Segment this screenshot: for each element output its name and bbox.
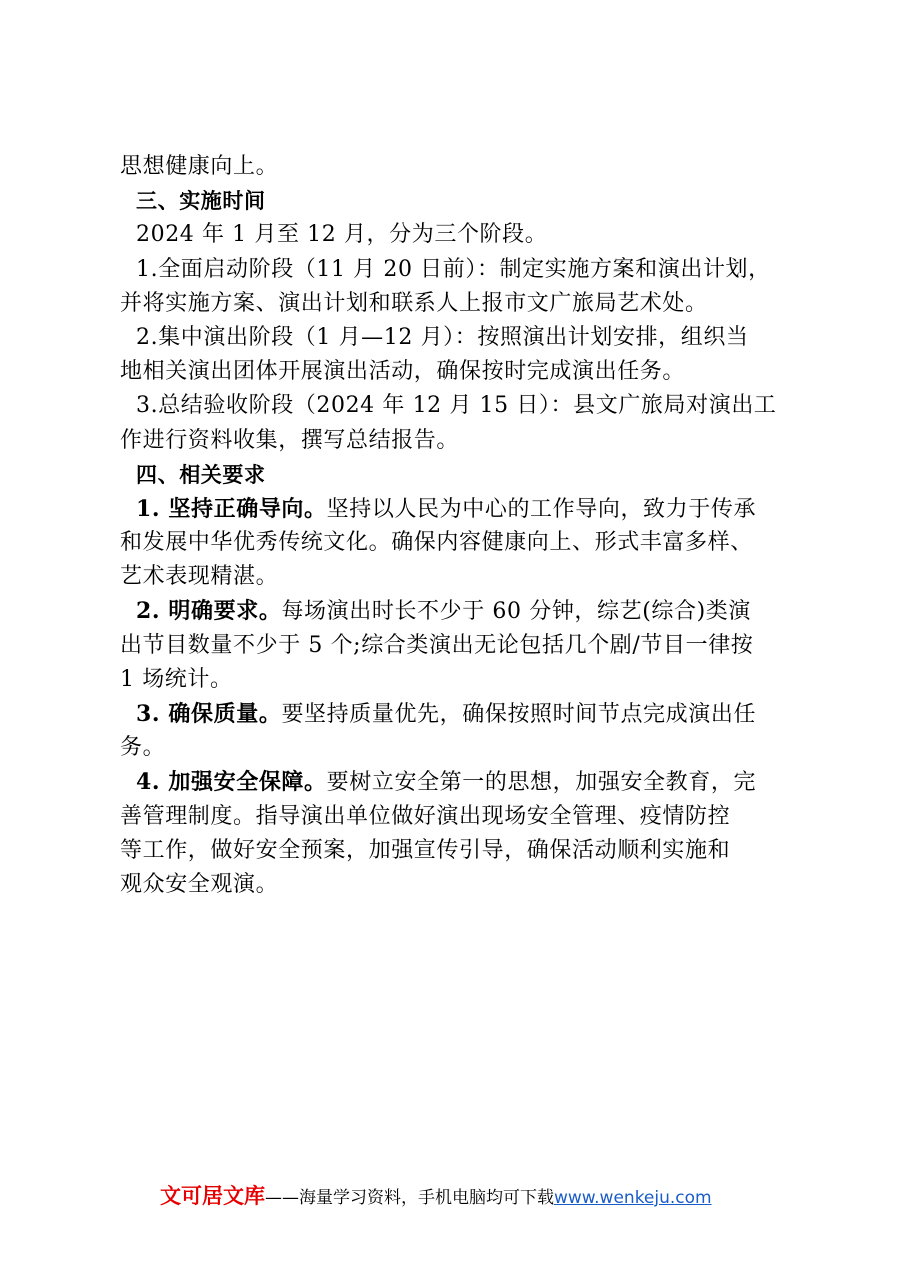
body-line: 3.总结验收阶段（2024 年 12 月 15 日）：县文广旅局对演出工 (136, 393, 777, 419)
requirement-item (120, 492, 810, 526)
requirement-item (120, 697, 810, 731)
document-body (120, 150, 810, 902)
requirement-text: 要树立安全第一的思想，加强安全教育，完 (326, 770, 757, 796)
requirement-item (120, 765, 810, 799)
requirement-text: 每场演出时长不少于 60 分钟，综艺(综合)类演 (281, 599, 751, 625)
requirement-text: 要坚持质量优先，确保按照时间节点完成演出任 (281, 702, 757, 727)
footer-tagline: ——海量学习资料，手机电脑均可下载 (265, 1188, 554, 1208)
body-line: 地相关演出团体开展演出活动，确保按时完成演出任务。 (120, 359, 686, 385)
body-line: 和发展中华优秀传统文化。确保内容健康向上、形式丰富多样、 (120, 530, 753, 556)
body-line: 作进行资料收集，撰写总结报告。 (120, 427, 460, 453)
body-line: 2.集中演出阶段（1 月—12 月）：按照演出计划安排，组织当 (136, 324, 749, 350)
requirement-title: 3. 确保质量。 (136, 701, 282, 727)
section-heading-requirements: 四、相关要求 (136, 462, 266, 487)
body-line: 1 场统计。 (120, 666, 233, 692)
body-line: 务。 (120, 735, 166, 761)
body-line: 观众安全观演。 (120, 871, 279, 897)
body-line: 并将实施方案、演出计划和联系人上报市文广旅局艺术处。 (120, 290, 708, 316)
body-line: 思想健康向上。 (120, 154, 279, 179)
requirement-text: 坚持以人民为中心的工作导向，致力于传承 (326, 496, 757, 522)
section-heading-implementation-time: 三、实施时间 (136, 189, 266, 214)
requirement-title: 4. 加强安全保障。 (136, 769, 327, 796)
website-link[interactable]: www.wenkeju.com (554, 1188, 712, 1208)
body-line: 等工作，做好安全预案，加强宣传引导，确保活动顺利实施和 (120, 837, 731, 863)
body-line: 1.全面启动阶段（11 月 20 日前）：制定实施方案和演出计划， (136, 256, 771, 282)
body-line: 2024 年 1 月至 12 月，分为三个阶段。 (136, 222, 548, 248)
requirement-item (120, 594, 810, 628)
requirement-title: 2. 明确要求。 (136, 598, 282, 625)
requirement-title: 1. 坚持正确导向。 (136, 495, 327, 522)
body-line: 出节目数量不少于 5 个;综合类演出无论包括几个剧/节目一律按 (120, 632, 754, 658)
brand-name: 文可居文库 (160, 1184, 265, 1208)
footer-banner (160, 1183, 780, 1211)
body-line: 艺术表现精湛。 (120, 564, 279, 590)
body-line: 善管理制度。指导演出单位做好演出现场安全管理、疫情防控 (120, 803, 731, 829)
